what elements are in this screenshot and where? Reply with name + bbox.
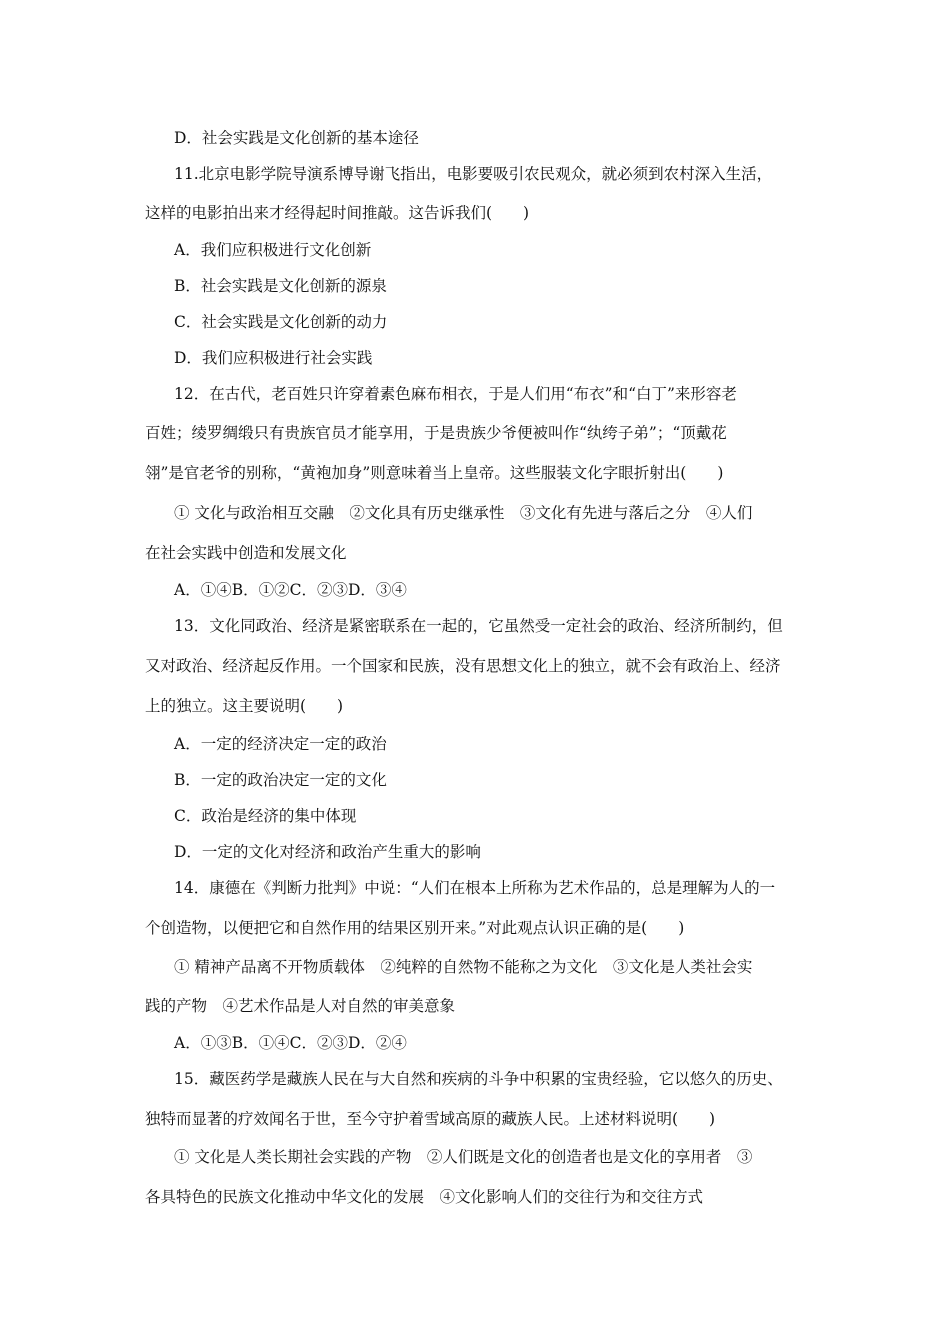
q12-stem-line-3: 翎”是官老爷的别称，“黄袍加身”则意味着当上皇帝。这些服装文化字眼折射出( )	[145, 464, 724, 482]
q12-stem-line-2: 百姓；绫罗绸缎只有贵族官员才能享用，于是贵族少爷便被叫作“纨绔子弟”；“顶戴花	[145, 424, 727, 442]
q14-statements-line-1: ① 精神产品离不开物质载体 ②纯粹的自然物不能称之为文化 ③文化是人类社会实	[174, 958, 753, 976]
q11-stem-line-2: 这样的电影拍出来才经得起时间推敲。这告诉我们( )	[145, 204, 530, 222]
q15-stem-line-2: 独特而显著的疗效闻名于世，至今守护着雪域高原的藏族人民。上述材料说明( )	[145, 1110, 716, 1128]
q12-statements-line-1: ① 文化与政治相互交融 ②文化具有历史继承性 ③文化有先进与落后之分 ④人们	[174, 504, 753, 522]
q12-statements-line-2: 在社会实践中创造和发展文化	[145, 544, 347, 562]
q11-option-c: C．社会实践是文化创新的动力	[174, 313, 388, 331]
q13-stem-line-1: 13．文化同政治、经济是紧密联系在一起的，它虽然受一定社会的政治、经济所制约，但	[174, 617, 783, 635]
q10-option-d: D．社会实践是文化创新的基本途径	[174, 129, 419, 147]
q13-option-c: C．政治是经济的集中体现	[174, 807, 357, 825]
q11-option-b: B．社会实践是文化创新的源泉	[174, 277, 387, 295]
q13-stem-line-2: 又对政治、经济起反作用。一个国家和民族，没有思想文化上的独立，就不会有政治上、经济	[145, 657, 781, 675]
q11-stem-line-1: 11.北京电影学院导演系博导谢飞指出，电影要吸引农民观众，就必须到农村深入生活，	[174, 165, 773, 183]
q13-option-b: B．一定的政治决定一定的文化	[174, 771, 387, 789]
q15-stem-line-1: 15．藏医药学是藏族人民在与大自然和疾病的斗争中积累的宝贵经验，它以悠久的历史、	[174, 1070, 783, 1088]
q14-answer-options: A．①③B．①④C．②③D．②④	[174, 1034, 407, 1052]
q11-option-d: D．我们应积极进行社会实践	[174, 349, 373, 367]
q13-option-a: A．一定的经济决定一定的政治	[174, 735, 387, 753]
q12-answer-options: A．①④B．①②C．②③D．③④	[174, 581, 407, 599]
q15-statements-line-1: ① 文化是人类长期社会实践的产物 ②人们既是文化的创造者也是文化的享用者 ③	[174, 1148, 753, 1166]
q12-stem-line-1: 12．在古代，老百姓只许穿着素色麻布相衣，于是人们用“布衣”和“白丁”来形容老	[174, 385, 737, 403]
q13-stem-line-3: 上的独立。这主要说明( )	[145, 697, 344, 715]
q11-option-a: A．我们应积极进行文化创新	[174, 241, 372, 259]
q15-statements-line-2: 各具特色的民族文化推动中华文化的发展 ④文化影响人们的交往行为和交往方式	[145, 1188, 704, 1206]
q14-stem-line-1: 14．康德在《判断力批判》中说：“人们在根本上所称为艺术作品的，总是理解为人的一	[174, 879, 776, 897]
q14-stem-line-2: 个创造物，以便把它和自然作用的结果区别开来。”对此观点认识正确的是( )	[145, 919, 685, 937]
q13-option-d: D．一定的文化对经济和政治产生重大的影响	[174, 843, 481, 861]
q14-statements-line-2: 践的产物 ④艺术作品是人对自然的审美意象	[145, 997, 456, 1015]
